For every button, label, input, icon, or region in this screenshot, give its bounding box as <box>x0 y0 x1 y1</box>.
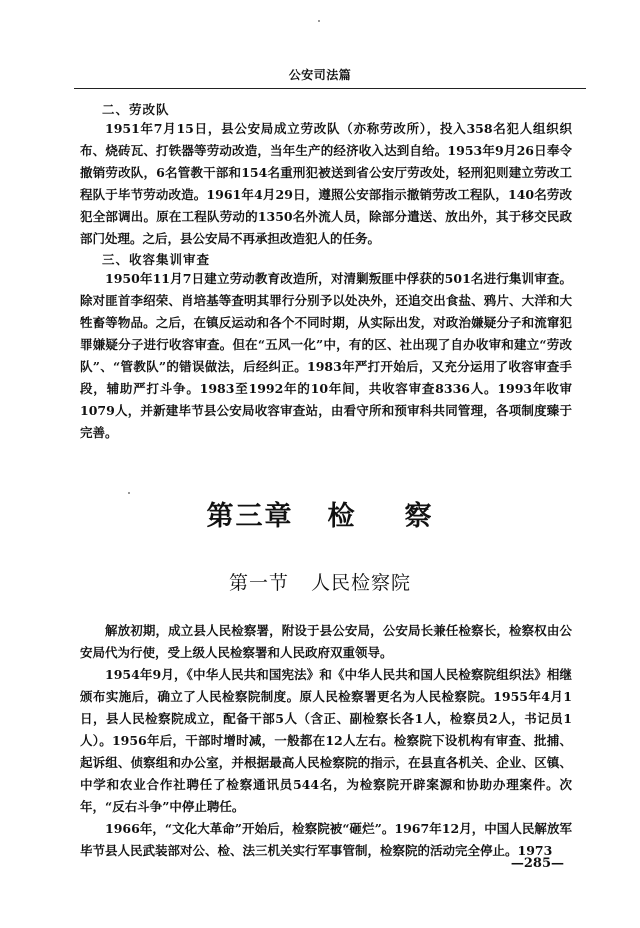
paragraph-body-1: 解放初期，成立县人民检察署，附设于县公安局，公安局长兼任检察长，检察权由公安局代为行使，受上级人民检察署和人民政府双重领导。 <box>80 623 572 660</box>
chapter-word-1: 检 <box>327 501 357 532</box>
section-heading-labor-reform: 二、劳改队 <box>102 102 170 117</box>
chapter-number: 第三章 <box>206 501 294 532</box>
section-heading-detention-review: 三、收容集训审查 <box>102 252 211 267</box>
scan-speck <box>318 20 320 22</box>
running-header: 公安司法篇 <box>288 68 352 82</box>
chapter-title <box>0 494 640 533</box>
paragraph-body-2: 1954年9月，《中华人民共和国宪法》和《中华人民共和国人民检察院组织法》相继颁布实施后，确立了人民检察院制度。原人民检察署更名为人民检察院。1955年4月1日，县人民检察院成立，配备干部5人（含正、副检察长各1人，检察员2人，书记员1人）。1956年后，干部时增时减，一般都在12人左右。检察院下设机构有审查、批捕、起诉组、侦察组和办公室，并根据最高人民检察院的指示，在县直各机关、企业、区镇、中学和农业合作社聘任了检察通讯员544名，为检察院开辟案源和协助办理案件。次年，“反右斗争”中停止聘任。 <box>80 667 572 814</box>
page-number: —285— <box>510 856 564 871</box>
section-title <box>0 568 640 595</box>
header-rule <box>74 88 586 89</box>
paragraph-detention-review: 1950年11月7日建立劳动教育改造所，对清剿叛匪中俘获的501名进行集训审查。除对匪首李绍荣、肖培基等查明其罪行分别予以处决外，还追交出食盐、鸦片、大洋和大牲畜等物品。之后，在镇反运动和各个不同时期，从实际出发，对政治嫌疑分子和流窜犯罪嫌疑分子进行收容审查。但在“五风一化”中，有的区、社出现了自办收审和建立“劳改队”、“管教队”的错误做法，后经纠正。1983年严打开始后，又充分运用了收容审查手段，辅助严打斗争。1983至1992年的10年间，共收容审查8336人。1993年收审1079人，并新建毕节县公安局收容审查站，由看守所和预审科共同管理，各项制度臻于完善。 <box>80 271 572 440</box>
section-number: 第一节 <box>228 572 289 594</box>
section-name: 人民检察院 <box>311 572 412 594</box>
paragraph-body-3: 1966年，“文化大革命”开始后，检察院被“砸烂”。1967年12月，中国人民解放军毕节县人民武装部对公、检、法三机关实行军事管制，检察院的活动完全停止。1973 <box>80 821 572 858</box>
paragraph-labor-reform: 1951年7月15日，县公安局成立劳改队（亦称劳改所），投入358名犯人组织织布、烧砖瓦、打铁器等劳动改造，当年生产的经济收入达到自给。1953年9月26日奉令撤销劳改队，6名管教干部和154名重刑犯被送到省公安厅劳改处，轻刑犯则建立劳改工程队于毕节劳动改造。1961年4月29日，遵照公安部指示撤销劳改工程队，140名劳改犯全部调出。原在工程队劳动的1350名外流人员，除部分遣送、放出外，其于移交民政部门处理。之后，县公安局不再承担改造犯人的任务。 <box>80 121 572 246</box>
scan-speck <box>128 492 130 494</box>
chapter-word-2: 察 <box>404 501 434 532</box>
